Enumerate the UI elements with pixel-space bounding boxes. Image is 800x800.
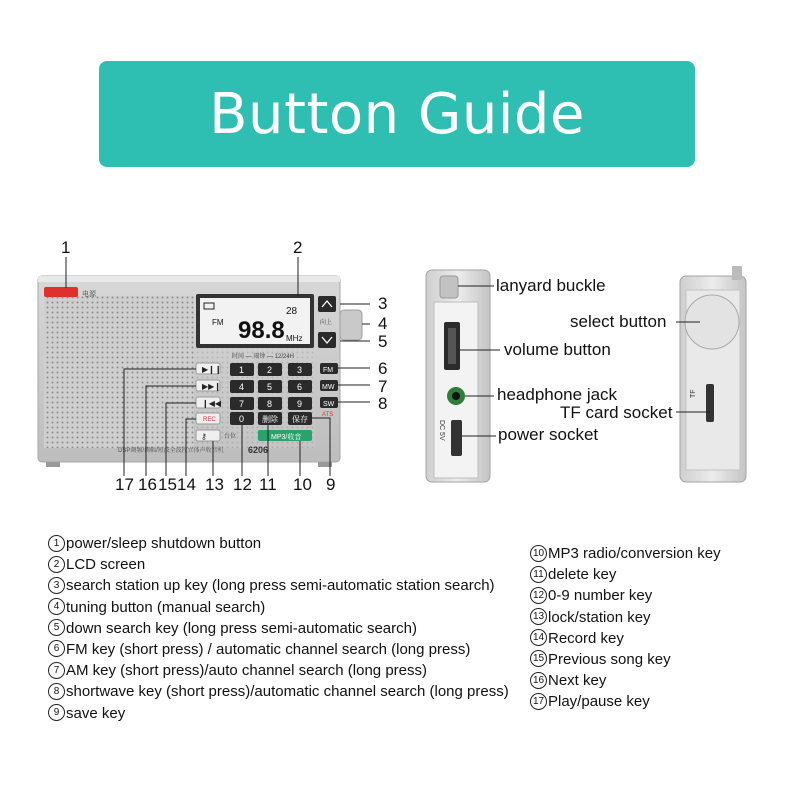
legend-item-10 <box>530 543 721 564</box>
legend-right <box>530 543 721 713</box>
number-key-label: 6 <box>297 382 303 392</box>
legend-number: 11 <box>530 566 547 583</box>
rec-label: REC <box>203 417 216 423</box>
legend-number: 9 <box>48 704 65 721</box>
legend-number: 6 <box>48 640 65 657</box>
callout-3: 3 <box>378 294 388 313</box>
number-key-label: 8 <box>267 399 273 409</box>
svg-text:▶▶❙: ▶▶❙ <box>202 382 222 391</box>
number-key-label: 1 <box>239 365 245 375</box>
legend-text: shortwave key (short press)/automatic channel search (long press) <box>66 683 509 701</box>
sw-key-label: SW <box>323 401 335 408</box>
number-key-label: 4 <box>239 382 245 392</box>
legend-number: 15 <box>530 650 547 667</box>
fm-key-label: FM <box>323 367 334 374</box>
label-power-socket: power socket <box>498 425 599 444</box>
legend-item-6 <box>48 639 509 660</box>
lcd-frequency: 98.8 <box>238 317 285 344</box>
legend-text: tuning button (manual search) <box>66 598 266 616</box>
lcd-band: FM <box>212 318 224 327</box>
legend-number: 5 <box>48 619 65 636</box>
speaker-grill <box>44 296 194 448</box>
legend-text: Record key <box>548 629 624 647</box>
model-text: DSP调频/调幅/短波全波段立体声收音机 <box>118 448 224 454</box>
legend-item-14 <box>530 628 721 649</box>
legend-item-7 <box>48 660 509 681</box>
power-socket-shape <box>451 420 462 456</box>
label-volume-button: volume button <box>504 340 611 359</box>
lanyard-buckle-shape <box>440 276 458 298</box>
number-key-label: 7 <box>239 399 245 409</box>
legend-text: save key <box>66 704 126 722</box>
lcd-unit: MHz <box>286 334 303 343</box>
callout-16: 16 <box>138 475 157 494</box>
legend-number: 14 <box>530 629 547 646</box>
callout-13: 13 <box>205 475 224 494</box>
svg-text:❙◀◀: ❙◀◀ <box>202 399 222 408</box>
callout-7: 7 <box>378 377 388 396</box>
radio-front-illustration <box>0 230 400 500</box>
ats-label: ATS <box>322 412 334 418</box>
lcd-temp: 28 <box>286 306 298 317</box>
callout-10: 10 <box>293 475 312 494</box>
legend-item-8 <box>48 681 509 702</box>
legend-text: delete key <box>548 566 617 584</box>
up-key <box>318 296 336 312</box>
time-row: 时间 — 闹钟 — 12/24H <box>232 354 295 360</box>
legend-text: AM key (short press)/auto channel search (long press) <box>66 662 427 680</box>
legend-text: 0-9 number key <box>548 587 653 605</box>
legend-text: Previous song key <box>548 650 671 668</box>
legend-item-3 <box>48 575 509 596</box>
callout-6: 6 <box>378 359 388 378</box>
legend-item-2 <box>48 554 509 575</box>
legend-text: MP3 radio/conversion key <box>548 545 721 562</box>
power-label: 电源 <box>82 291 96 298</box>
svg-text:⚷: ⚷ <box>201 432 207 441</box>
number-key-label: 9 <box>297 399 303 409</box>
callout-17: 17 <box>115 475 134 494</box>
lock-key <box>196 430 220 441</box>
legend-text: lock/station key <box>548 608 651 626</box>
number-key-label: 5 <box>267 382 273 392</box>
legend-item-12 <box>530 585 721 606</box>
title-banner <box>99 61 695 167</box>
legend-number: 1 <box>48 535 65 552</box>
legend-item-5 <box>48 618 509 639</box>
callout-5: 5 <box>378 332 388 351</box>
tf-mark: TF <box>690 389 697 398</box>
legend-text: LCD screen <box>66 556 146 574</box>
callout-2: 2 <box>293 238 303 257</box>
legend-item-13 <box>530 607 721 628</box>
legend-left <box>48 533 509 724</box>
legend-number: 7 <box>48 662 65 679</box>
label-select-button: select button <box>570 312 667 331</box>
legend-number: 17 <box>530 693 547 710</box>
legend-item-4 <box>48 597 509 618</box>
tuning-knob <box>340 310 362 340</box>
legend-item-15 <box>530 649 721 670</box>
legend-item-9 <box>48 703 509 724</box>
number-key-label: 3 <box>297 365 303 375</box>
label-lanyard-buckle: lanyard buckle <box>496 276 606 295</box>
delete-key-label: 删除 <box>262 415 278 424</box>
callout-12: 12 <box>233 475 252 494</box>
mp3-key-label: MP3/收音 <box>271 434 302 441</box>
number-key-label: 2 <box>267 365 273 375</box>
number-key-label: 0 <box>239 414 245 424</box>
legend-number: 3 <box>48 577 65 594</box>
tf-card-slot <box>706 384 714 422</box>
legend-text: FM key (short press) / automatic channel search (long press) <box>66 640 471 658</box>
label-headphone-jack: headphone jack <box>497 385 618 404</box>
model-number: 6206 <box>248 445 269 455</box>
legend-number: 13 <box>530 608 547 625</box>
legend-item-1 <box>48 533 509 554</box>
callout-8: 8 <box>378 394 388 413</box>
power-button-shape <box>44 287 78 297</box>
legend-number: 4 <box>48 598 65 615</box>
legend-text: search station up key (long press semi-automatic station search) <box>66 577 495 595</box>
label-tf-card-socket: TF card socket <box>560 403 673 422</box>
lock-label: 台位 <box>224 434 237 440</box>
legend-number: 12 <box>530 587 547 604</box>
callout-9: 9 <box>326 475 336 494</box>
svg-text:▶❙❙: ▶❙❙ <box>202 365 222 374</box>
mw-key-label: MW <box>322 384 335 391</box>
callout-14: 14 <box>177 475 196 494</box>
legend-item-16 <box>530 670 721 691</box>
callout-1: 1 <box>61 238 71 257</box>
down-key <box>318 332 336 348</box>
legend-item-17 <box>530 691 721 712</box>
legend-number: 16 <box>530 672 547 689</box>
legend-number: 10 <box>530 545 547 562</box>
legend-number: 8 <box>48 683 65 700</box>
save-key-label: 保存 <box>292 415 308 424</box>
legend-item-11 <box>530 564 721 585</box>
legend-text: Play/pause key <box>548 693 650 711</box>
legend-text: power/sleep shutdown button <box>66 535 262 552</box>
legend-number: 2 <box>48 556 65 573</box>
callout-4: 4 <box>378 314 388 333</box>
up-label: 向上 <box>320 320 333 326</box>
page-title: Button Guide <box>209 81 585 147</box>
callout-15: 15 <box>158 475 177 494</box>
legend-text: down search key (long press semi-automatic search) <box>66 619 417 637</box>
legend-text: Next key <box>548 672 607 690</box>
callout-11: 11 <box>259 475 277 494</box>
dc-label: DC 5V <box>438 420 445 441</box>
